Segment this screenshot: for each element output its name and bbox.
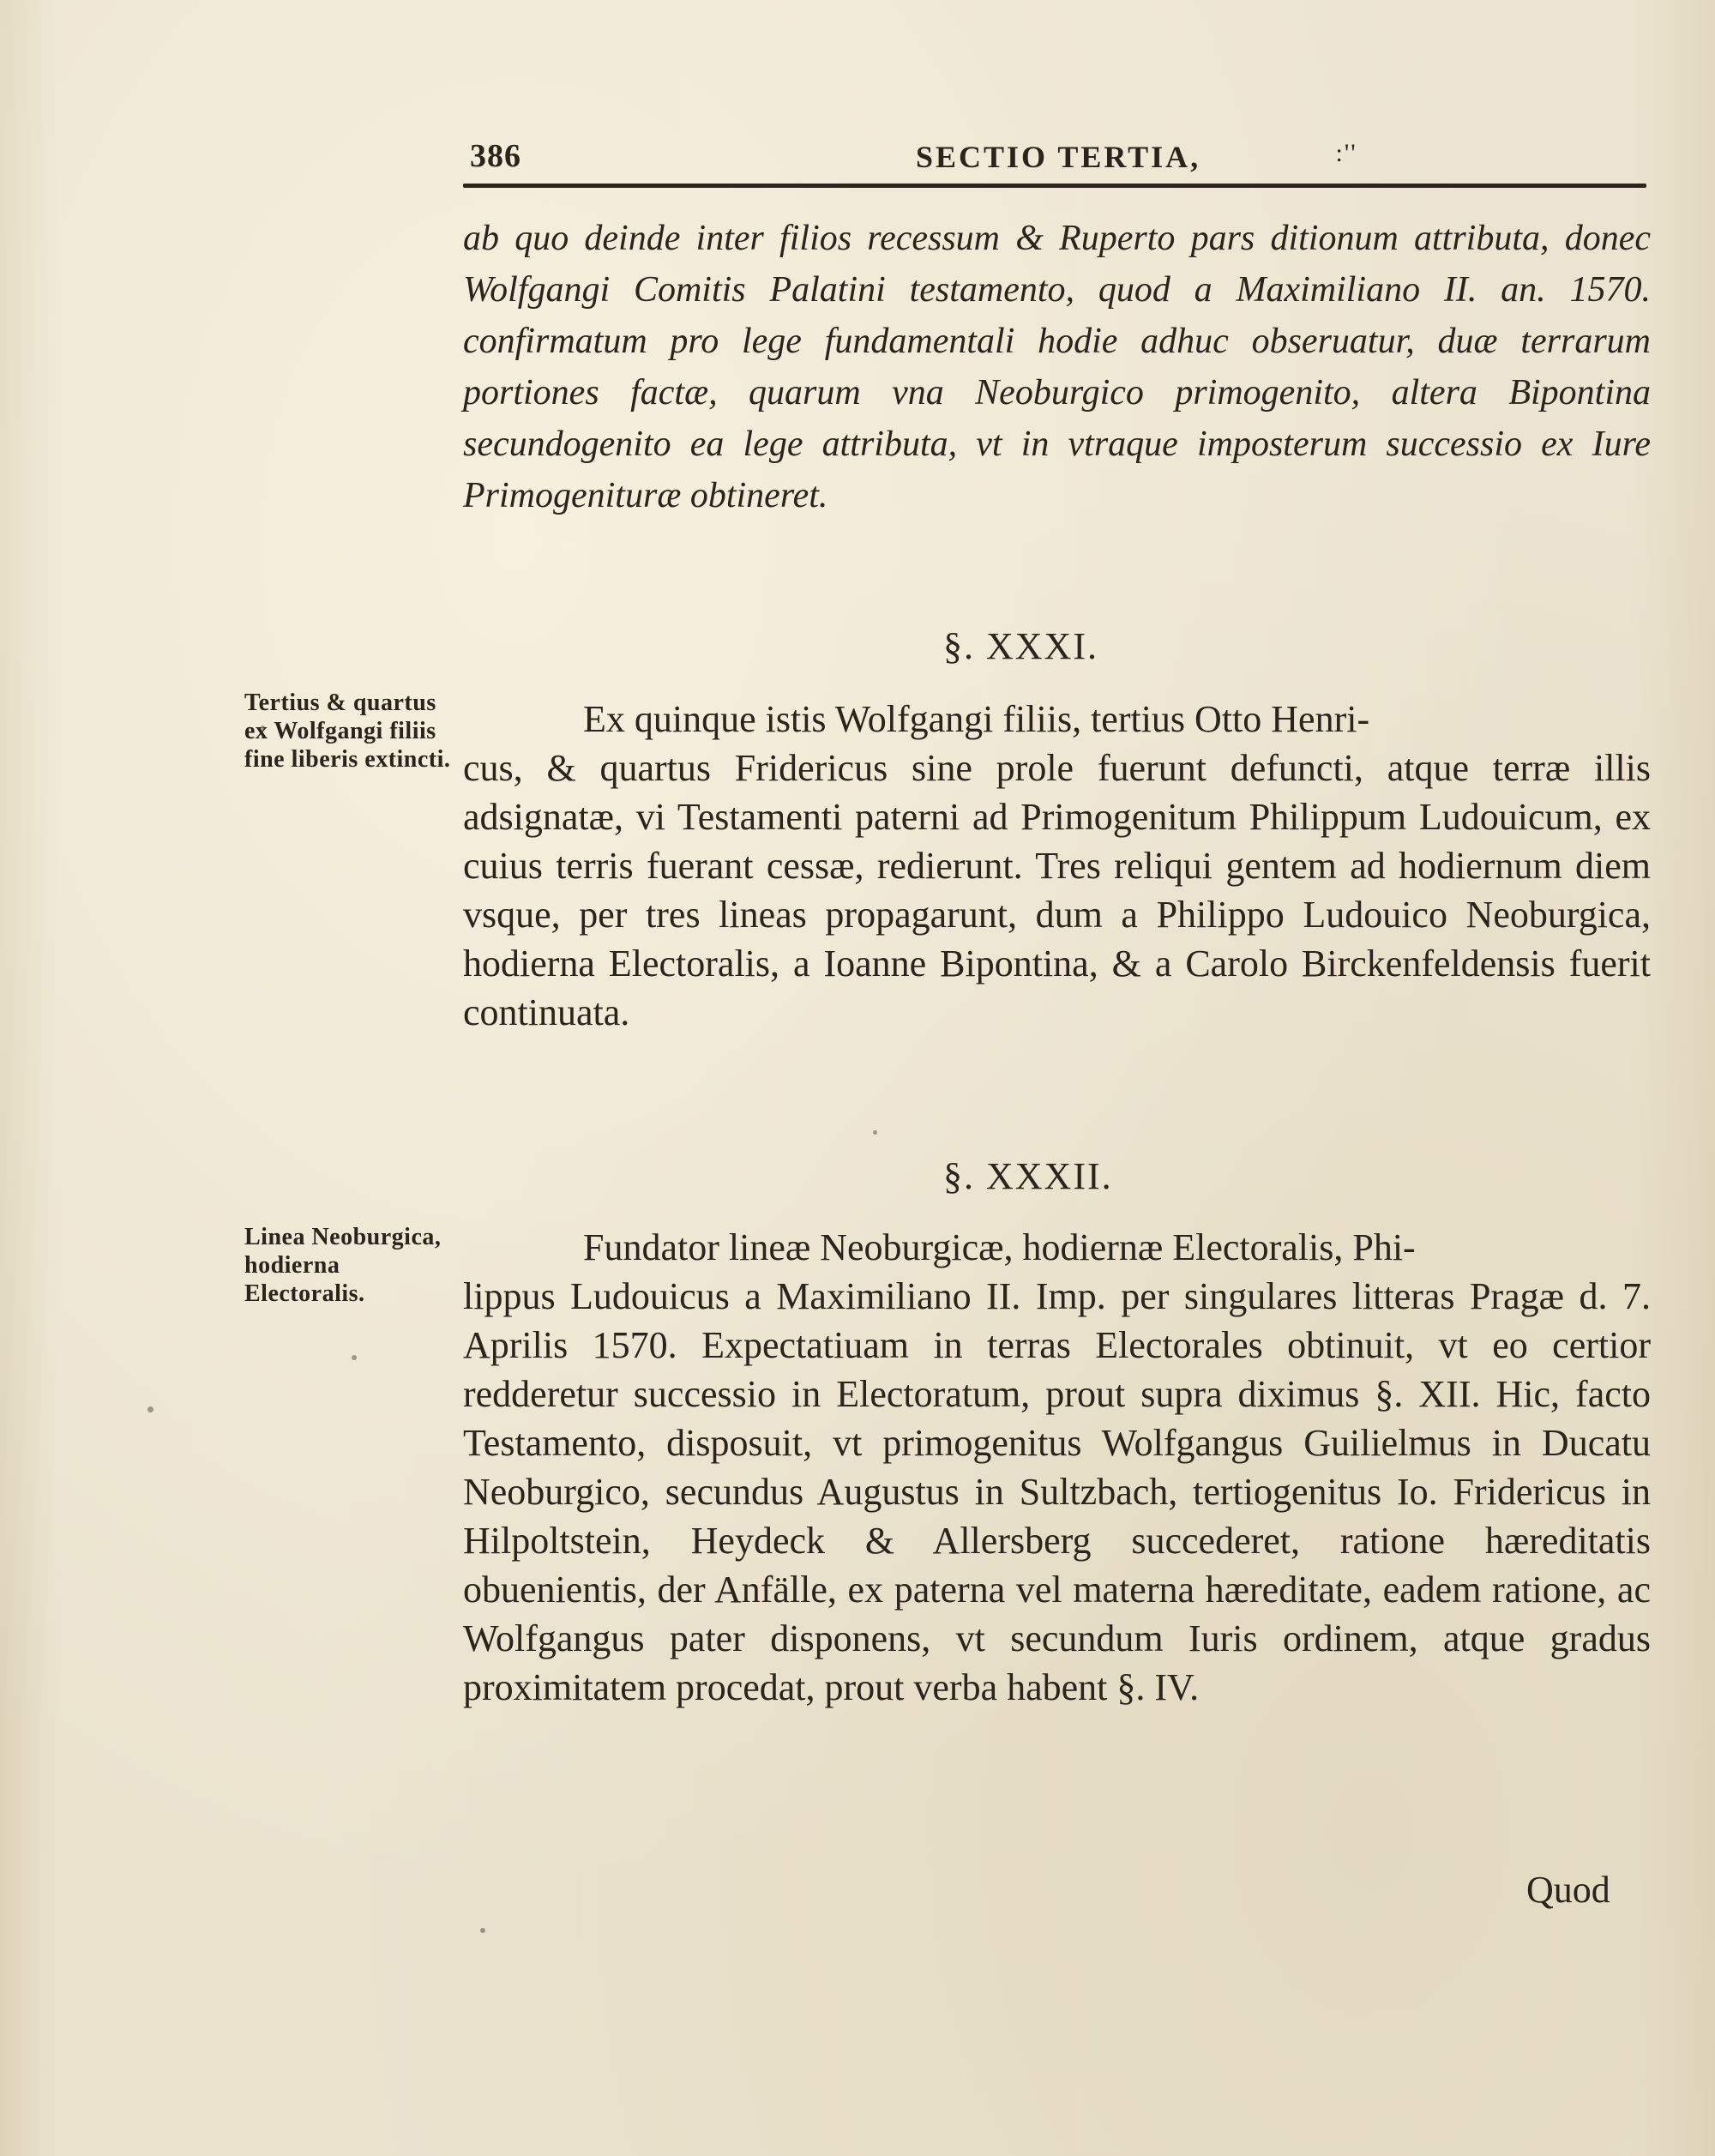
page-header xyxy=(470,137,1645,189)
paragraph-xxxi-text: cus, & quartus Fridericus sine prole fuerunt defuncti, atque terræ illis adsignatæ, vi Testamenti paterni ad Primogenitum Philippum Ludouicum, ex cuius terris fuerant cessæ, redierunt. Tres reliqui gentem ad hodiernum diem vsque, per tres lineas propagarunt, dum a Philippo Ludouico Neoburgica, hodierna Electoralis, a Ioanne Bipontina, & a Carolo Birckenfeldensis fuerit continuata. xyxy=(463,747,1651,1033)
paragraph-xxxii xyxy=(463,1223,1651,1712)
header-rule xyxy=(463,184,1646,188)
page-number: 386 xyxy=(470,138,521,174)
section-heading-xxxi: §. XXXI. xyxy=(943,625,1098,667)
section-heading-xxxii: §. XXXII. xyxy=(943,1155,1113,1197)
paper-speck xyxy=(480,1928,485,1933)
margin-note-xxxii: Linea Neoburgica, hodierna Electoralis. xyxy=(244,1224,442,1307)
paragraph-xxxi-first-line: Ex quinque istis Wolfgangi filiis, tertius Otto Henri- xyxy=(583,698,1370,740)
paper-speck xyxy=(147,1406,153,1412)
running-title: SECTIO TERTIA, xyxy=(916,140,1201,174)
paragraph-xxxii-text: lippus Ludouicus a Maximiliano II. Imp. per singulares litteras Pragæ d. 7. Aprilis 1570. Expectatiuam in terras Electorales obtinuit, vt eo certior redderetur successio in Electoratum, prout supra diximus §. XII. Hic, facto Testamento, disposuit, vt primogenitus Wolfgangus Guilielmus in Ducatu Neoburgico, secundus Augustus in Sultzbach, tertiogenitus Io. Fridericus in Hilpoltstein, Heydeck & Allersberg succederet, ratione hæreditatis obuenientis, der Anfälle, ex paterna vel materna hæreditate, eadem ratione, ac Wolfgangus pater disponens, vt secundum Iuris ordinem, atque gradus proximitatem procedat, prout verba habent §. IV. xyxy=(463,1275,1651,1708)
bleed-through-text xyxy=(214,1527,420,1694)
catchword: Quod xyxy=(1526,1869,1610,1911)
paragraph-xxxi xyxy=(463,695,1651,1037)
paragraph-xxxii-first-line: Fundator lineæ Neoburgicæ, hodiernæ Electoralis, Phi- xyxy=(583,1226,1416,1268)
continuation-paragraph: ab quo deinde inter filios recessum & Ruperto pars ditionum attributa, donec Wolfgangi Comitis Palatini testamento, quod a Maximiliano II. an. 1570. confirmatum pro lege fundamentali hodie adhuc obseruatur, duæ terrarum portiones factæ, quarum vna Neoburgico primogenito, altera Bipontina secundogenito ea lege attributa, vt in vtraque imposterum successio ex Iure Primogenituræ obtineret. xyxy=(463,219,1651,515)
paper-speck xyxy=(261,726,265,730)
header-mark: :'' xyxy=(1327,139,1357,167)
paper-speck xyxy=(352,1355,357,1360)
paper-speck xyxy=(873,1130,877,1135)
margin-note-xxxi: Tertius & quartus ex Wolfgangi filiis fine liberis extincti. xyxy=(244,690,451,773)
